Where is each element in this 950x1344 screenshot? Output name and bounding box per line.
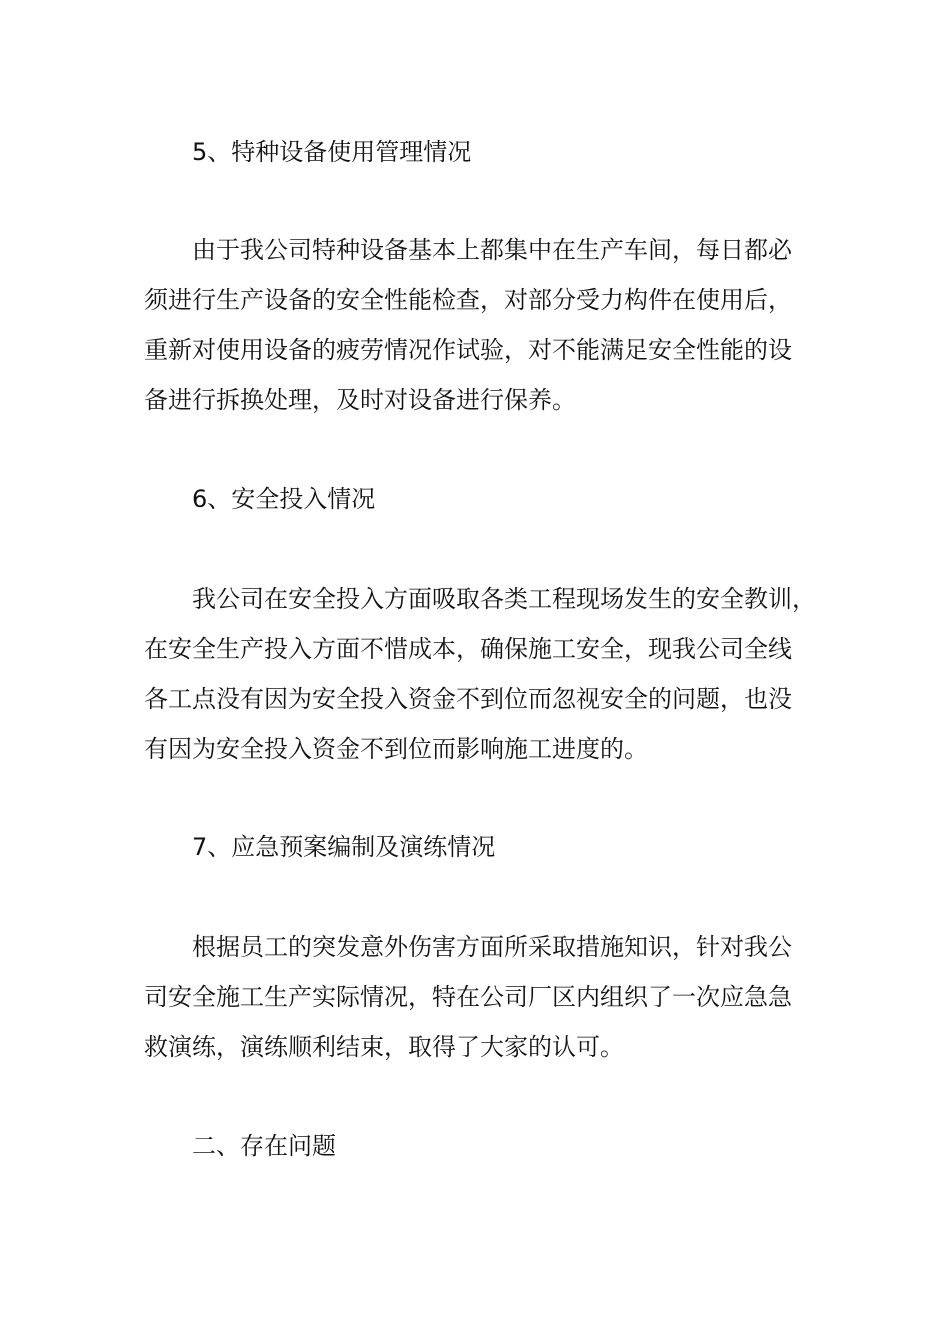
section-heading-7: 7、应急预案编制及演练情况	[192, 833, 496, 861]
paragraph-line: 在安全生产投入方面不惜成本，确保施工安全，现我公司全线	[144, 635, 792, 663]
paragraph-line: 各工点没有因为安全投入资金不到位而忽视安全的问题，也没	[144, 685, 792, 713]
paragraph-line: 司安全施工生产实际情况，特在公司厂区内组织了一次应急急	[144, 983, 792, 1011]
paragraph-line: 由于我公司特种设备基本上都集中在生产车间，每日都必	[192, 236, 792, 264]
paragraph-emergency-plan	[144, 922, 824, 1072]
section-heading-5: 5、特种设备使用管理情况	[192, 138, 472, 166]
paragraph-line: 须进行生产设备的安全性能检查，对部分受力构件在使用后，	[144, 286, 792, 314]
paragraph-line: 救演练，演练顺利结束，取得了大家的认可。	[144, 1033, 624, 1061]
paragraph-safety-investment	[144, 574, 824, 774]
paragraph-special-equipment	[144, 225, 824, 425]
paragraph-line: 根据员工的突发意外伤害方面所采取措施知识，针对我公	[192, 933, 792, 961]
paragraph-line: 重新对使用设备的疲劳情况作试验，对不能满足安全性能的设	[144, 336, 792, 364]
section-heading-6: 6、安全投入情况	[192, 485, 376, 513]
paragraph-line: 我公司在安全投入方面吸取各类工程现场发生的安全教训，	[192, 585, 816, 613]
paragraph-line: 备进行拆换处理，及时对设备进行保养。	[144, 386, 576, 414]
section-heading-issues: 二、存在问题	[192, 1132, 336, 1160]
paragraph-line: 有因为安全投入资金不到位而影响施工进度的。	[144, 735, 648, 763]
